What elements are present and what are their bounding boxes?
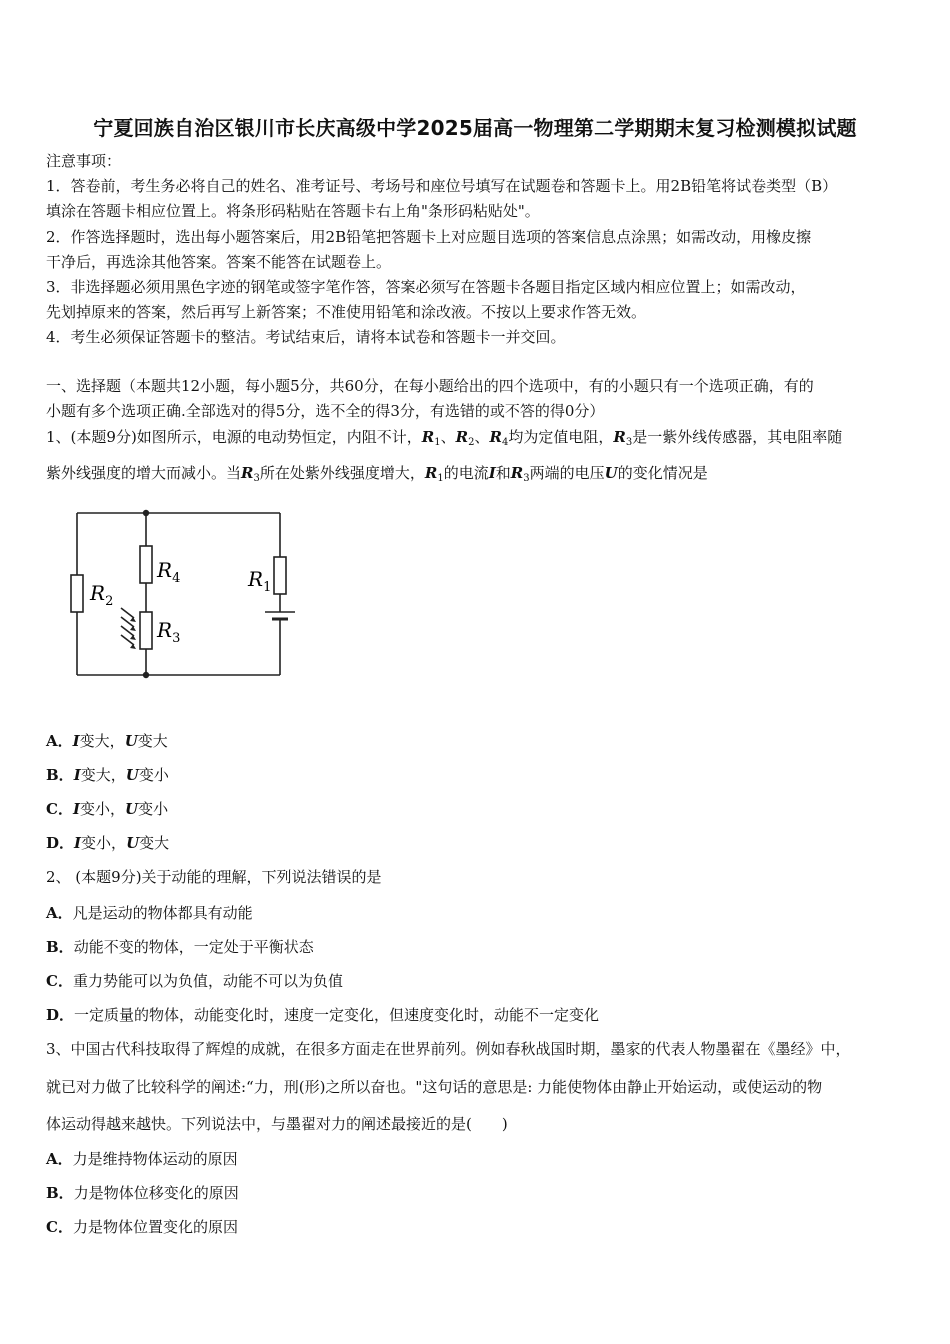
notice-heading: 注意事项： bbox=[46, 152, 122, 170]
option-text: 力是物体位置变化的原因 bbox=[72, 1218, 238, 1236]
option-letter: A． bbox=[46, 1150, 73, 1168]
q3-stem-line-3: 体运动得越来越快。下列说法中，与墨翟对力的阐述最接近的是( ) bbox=[46, 1115, 508, 1133]
option-text: 力是维持物体运动的原因 bbox=[72, 1150, 238, 1168]
label-r3: $R_3$ bbox=[157, 618, 181, 646]
option-letter: C． bbox=[46, 972, 73, 990]
label-r4: $R_4$ bbox=[157, 558, 181, 586]
q1-line2c: 的电流 bbox=[443, 464, 489, 482]
sub-1: 1 bbox=[434, 437, 441, 448]
notice-line-6: 先划掉原来的答案，然后再写上新答案；不准使用铅笔和涂改液。不按以上要求作答无效。 bbox=[46, 303, 647, 321]
q1-mid2: 是一紫外线传感器，其电阻率随 bbox=[632, 428, 843, 446]
q3-option-a bbox=[46, 1148, 911, 1170]
section-heading-line-2: 小题有多个选项正确.全部选对的得5分，选不全的得3分，有选错的或不答的得0分） bbox=[46, 402, 605, 420]
q3-option-b bbox=[46, 1182, 911, 1204]
option-letter: A． bbox=[46, 904, 73, 922]
option-text: 变大， bbox=[80, 766, 126, 784]
symbol-i: I bbox=[488, 464, 496, 482]
sub-3: 3 bbox=[523, 473, 530, 484]
sub-4: 4 bbox=[501, 437, 509, 448]
symbol-u: U bbox=[124, 732, 138, 750]
option-letter: A． bbox=[46, 732, 73, 750]
option-letter: D． bbox=[46, 1006, 75, 1024]
symbol-r3: R bbox=[510, 464, 524, 482]
q1-line2e: 两端的电压 bbox=[529, 464, 605, 482]
symbol-i: I bbox=[72, 800, 80, 818]
q3-stem-line-1: 3、中国古代科技取得了辉煌的成就，在很多方面走在世界前列。例如春秋战国时期，墨家的代表人物墨翟在《墨经》中， bbox=[46, 1040, 851, 1058]
label-r1: $R_1$ bbox=[248, 567, 272, 595]
q2-option-c bbox=[46, 970, 911, 992]
option-letter: D． bbox=[46, 834, 75, 852]
q1-mid1: 均为定值电阻， bbox=[508, 428, 614, 446]
notice-line-4: 干净后，再选涂其他答案。答案不能答在试题卷上。 bbox=[46, 253, 392, 271]
circuit-diagram bbox=[60, 500, 300, 685]
q2-stem: 2、 (本题9分)关于动能的理解，下列说法错误的是 bbox=[46, 868, 382, 886]
q1-line2f: 的变化情况是 bbox=[617, 464, 708, 482]
q1-line2a: 紫外线强度的增大而减小。当 bbox=[46, 464, 242, 482]
symbol-i: I bbox=[72, 732, 80, 750]
option-text: 变大， bbox=[79, 732, 125, 750]
q1-prefix: 1、(本题9分)如图所示，电源的电动势恒定，内阻不计， bbox=[46, 428, 422, 446]
symbol-u: U bbox=[125, 800, 139, 818]
option-text: 变小 bbox=[138, 766, 169, 784]
option-text: 变大 bbox=[137, 732, 168, 750]
option-text: 凡是运动的物体都具有动能 bbox=[72, 904, 253, 922]
option-text: 变大 bbox=[139, 834, 170, 852]
sub-3: 3 bbox=[625, 437, 633, 448]
q1-option-b bbox=[46, 764, 911, 786]
option-letter: B． bbox=[46, 938, 74, 956]
q1-stem-line-2 bbox=[46, 462, 911, 490]
option-text: 力是物体位移变化的原因 bbox=[73, 1184, 239, 1202]
symbol-r2: R bbox=[455, 428, 469, 446]
label-r2: $R_2$ bbox=[90, 581, 114, 609]
sub-1: 1 bbox=[437, 473, 444, 484]
q3-option-c bbox=[46, 1216, 911, 1238]
symbol-u: U bbox=[126, 834, 140, 852]
option-letter: B． bbox=[46, 1184, 74, 1202]
q1-option-a bbox=[46, 730, 911, 752]
option-letter: B． bbox=[46, 766, 74, 784]
page-title: 宁夏回族自治区银川市长庆高级中学2025届高一物理第二学期期末复习检测模拟试题 bbox=[93, 116, 857, 140]
q2-option-a bbox=[46, 902, 911, 924]
symbol-r3: R bbox=[613, 428, 626, 446]
symbol-u: U bbox=[125, 766, 139, 784]
notice-line-2: 填涂在答题卡相应位置上。将条形码粘贴在答题卡右上角"条形码粘贴处"。 bbox=[46, 202, 540, 220]
sub-2: 2 bbox=[468, 437, 475, 448]
q2-option-d bbox=[46, 1004, 911, 1026]
notice-line-7: 4．考生必须保证答题卡的整洁。考试结束后，请将本试卷和答题卡一并交回。 bbox=[46, 328, 566, 346]
symbol-i: I bbox=[74, 834, 82, 852]
q1-line2b: 所在处紫外线强度增大， bbox=[259, 464, 425, 482]
option-text: 变小， bbox=[81, 834, 127, 852]
notice-line-3: 2．作答选择题时，选出每小题答案后，用2B铅笔把答题卡上对应题目选项的答案信息点涂黑；如需改动，用橡皮擦 bbox=[46, 228, 812, 246]
notice-line-5: 3．非选择题必须用黑色字迹的钢笔或签字笔作答，答案必须写在答题卡各题目指定区域内相应位置上；如需改动， bbox=[46, 278, 806, 296]
symbol-r1: R bbox=[424, 464, 438, 482]
q1-line2d: 和 bbox=[495, 464, 511, 482]
symbol-r3: R bbox=[241, 464, 254, 482]
q2-option-b bbox=[46, 936, 911, 958]
sep: 、 bbox=[440, 428, 456, 446]
sep: 、 bbox=[474, 428, 490, 446]
section-heading-line-1: 一、选择题（本题共12小题，每小题5分，共60分，在每小题给出的四个选项中，有的小题只有一个选项正确，有的 bbox=[46, 377, 814, 395]
symbol-u: U bbox=[604, 464, 618, 482]
q1-stem-line-1 bbox=[46, 426, 911, 454]
q1-option-d bbox=[46, 832, 911, 854]
q1-option-c bbox=[46, 798, 911, 820]
option-letter: C． bbox=[46, 800, 73, 818]
q3-stem-line-2: 就已对力做了比较科学的阐述:“力，刑(形)之所以奋也。"这句话的意思是: 力能使物体由静止开始运动，或使运动的物 bbox=[46, 1078, 823, 1096]
option-text: 一定质量的物体，动能变化时，速度一定变化，但速度变化时，动能不一定变化 bbox=[74, 1006, 600, 1024]
symbol-i: I bbox=[73, 766, 81, 784]
option-text: 变小， bbox=[79, 800, 125, 818]
option-text: 重力势能可以为负值，动能不可以为负值 bbox=[72, 972, 343, 990]
sub-3: 3 bbox=[253, 473, 260, 484]
option-text: 变小 bbox=[138, 800, 169, 818]
symbol-r4: R bbox=[489, 428, 502, 446]
notice-line-1: 1．答卷前，考生务必将自己的姓名、准考证号、考场号和座位号填写在试题卷和答题卡上。用2B铅笔将试卷类型（B） bbox=[46, 177, 838, 195]
option-letter: C． bbox=[46, 1218, 73, 1236]
option-text: 动能不变的物体，一定处于平衡状态 bbox=[73, 938, 314, 956]
symbol-r1: R bbox=[421, 428, 435, 446]
